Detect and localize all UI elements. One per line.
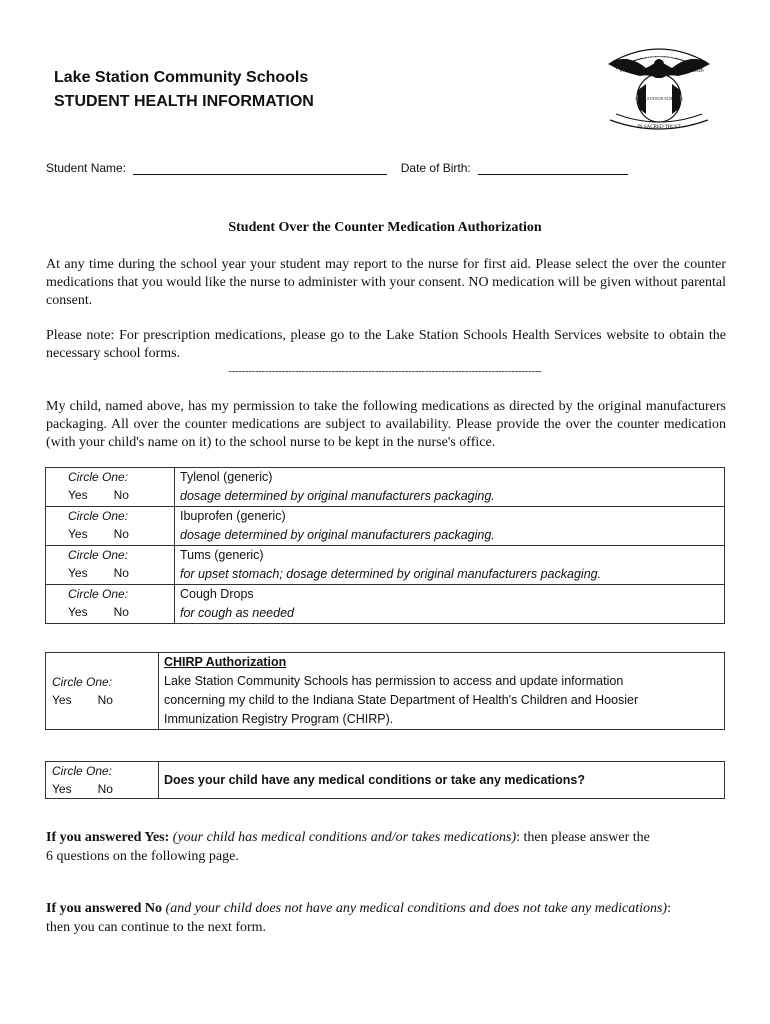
answer-no-rest-2: then you can continue to the next form. (46, 920, 267, 935)
table-row (46, 653, 725, 730)
section-title: Student Over the Counter Medication Authorization (228, 220, 542, 235)
no-option[interactable]: No (113, 566, 129, 580)
medication-note: for upset stomach; dosage determined by original manufacturers packaging. (180, 567, 602, 581)
medication-name: Ibuprofen (generic) (180, 509, 286, 523)
intro-paragraph: At any time during the school year your student may report to the nurse for first aid. Please select the over the counter medications that you would like the nurse to administer with your consent. NO medication will be given without parental consent. (46, 257, 726, 308)
answer-yes-rest-2: 6 questions on the following page. (46, 849, 239, 864)
circle-one-cell (46, 762, 159, 799)
chirp-cell (159, 653, 725, 730)
seal-center-text: LAKE STATION SCHOOLS (635, 96, 683, 101)
school-seal-logo (606, 42, 712, 134)
circle-one-label: Circle One: (52, 675, 113, 689)
medication-cell (175, 585, 725, 624)
medication-name: Tylenol (generic) (180, 470, 273, 484)
no-option[interactable]: No (113, 488, 129, 502)
table-row (46, 507, 725, 546)
answer-yes-rest-1: : then please answer the (516, 830, 650, 845)
answer-no-rest-1: : (667, 901, 671, 916)
seal-left-text: WHICH (619, 68, 633, 73)
chirp-title: CHIRP Authorization (164, 655, 287, 669)
form-title: STUDENT HEALTH INFORMATION (54, 93, 314, 110)
separator-line: ---------------------------------------------------------------------------------------------- (228, 366, 542, 377)
circle-one-cell (46, 653, 159, 730)
medication-name: Tums (generic) (180, 548, 264, 562)
yes-option[interactable]: Yes (68, 527, 88, 541)
yes-option[interactable]: Yes (52, 693, 72, 707)
chirp-table (45, 652, 725, 730)
chirp-line-1: Lake Station Community Schools has permission to access and update information (164, 674, 624, 688)
no-option[interactable]: No (113, 605, 129, 619)
circle-one-label: Circle One: (68, 470, 129, 484)
yes-option[interactable]: Yes (68, 566, 88, 580)
answer-no-lead: If you answered No (46, 901, 163, 916)
yes-option[interactable]: Yes (52, 782, 72, 796)
seal-right-text: COMMANDS (680, 68, 704, 73)
seal-top-text: the KNOWLEDGE (639, 55, 679, 60)
medical-question: Does your child have any medical conditions or take any medications? (164, 773, 585, 787)
answer-no-paren: (and your child does not have any medical conditions and does not take any medications) (165, 901, 668, 916)
circle-one-label: Circle One: (68, 587, 129, 601)
circle-one-label: Circle One: (52, 764, 113, 778)
no-option[interactable]: No (97, 782, 113, 796)
school-name: Lake Station Community Schools (54, 69, 309, 86)
medication-cell (175, 546, 725, 585)
table-row (46, 762, 725, 799)
seal-bottom-text: IN SACRED TRUST (637, 125, 681, 130)
circle-one-cell (46, 507, 175, 546)
student-name-field[interactable] (133, 162, 387, 175)
medication-note: for cough as needed (180, 606, 294, 620)
question-cell (159, 762, 725, 799)
answer-yes-instructions (46, 828, 736, 866)
chirp-line-3: Immunization Registry Program (CHIRP). (164, 712, 394, 726)
chirp-line-2: concerning my child to the Indiana State Department of Health's Children and Hoosier (164, 693, 639, 707)
answer-yes-lead: If you answered Yes: (46, 830, 170, 845)
no-option[interactable]: No (97, 693, 113, 707)
medication-note: dosage determined by original manufacturers packaging. (180, 489, 495, 503)
medication-cell (175, 507, 725, 546)
medication-cell (175, 468, 725, 507)
circle-one-cell (46, 468, 175, 507)
circle-one-cell (46, 585, 175, 624)
yes-option[interactable]: Yes (68, 605, 88, 619)
circle-one-label: Circle One: (68, 548, 129, 562)
answer-yes-paren: (your child has medical conditions and/or takes medications) (172, 830, 517, 845)
circle-one-cell (46, 546, 175, 585)
document-header (54, 66, 314, 114)
table-row (46, 585, 725, 624)
prescription-note: Please note: For prescription medications, please go to the Lake Station Schools Health Services website to obtain the necessary school forms. (46, 328, 726, 361)
medication-name: Cough Drops (180, 587, 254, 601)
answer-no-instructions (46, 899, 736, 937)
student-name-label: Student Name: (46, 161, 127, 175)
table-row (46, 546, 725, 585)
no-option[interactable]: No (113, 527, 129, 541)
permission-paragraph: My child, named above, has my permission to take the following medications as directed by the original manufacturers packaging. All over the counter medications are subject to availability. Please provide the over the counter medication (with your child's name on it) to the school nurse to be kept in the nurse's office. (46, 399, 726, 450)
medication-table (45, 467, 725, 624)
dob-label: Date of Birth: (400, 161, 471, 175)
student-info-row (46, 161, 628, 175)
medical-question-table (45, 761, 725, 799)
yes-option[interactable]: Yes (68, 488, 88, 502)
table-row (46, 468, 725, 507)
medication-note: dosage determined by original manufacturers packaging. (180, 528, 495, 542)
circle-one-label: Circle One: (68, 509, 129, 523)
dob-field[interactable] (478, 162, 628, 175)
